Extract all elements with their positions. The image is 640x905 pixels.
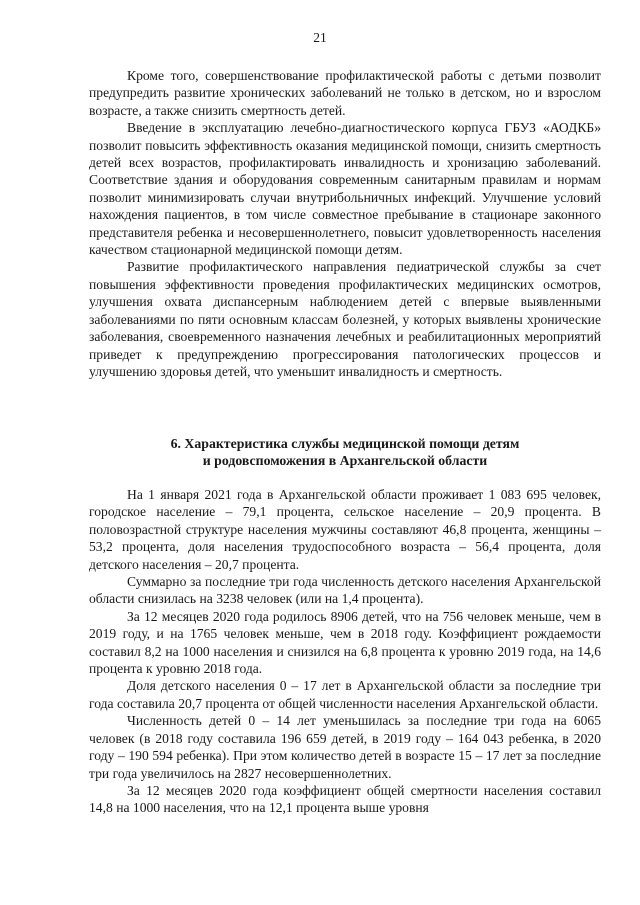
- section-heading-line-2: и родовспоможения в Архангельской области: [202, 453, 488, 469]
- paragraph: Суммарно за последние три года численность детского населения Архангельской области снизилась на 3238 человек (или на 1,4 процента).: [89, 574, 601, 607]
- text-block-after-heading: [89, 486, 601, 817]
- paragraph: За 12 месяцев 2020 года коэффициент общей смертности населения составил 14,8 на 1000 населения, что на 12,1 процента выше уровня: [89, 782, 601, 816]
- paragraph: Численность детей 0 – 14 лет уменьшилась за последние три года на 6065 человек (в 2018 году составила 196 659 детей, в 2019 году – 164 043 ребенка, в 2020 году – 190 594 ребенка). При этом количество детей в возрасте 15 – 17 лет за последние три года увеличилось на 2827 несовершеннолетних.: [89, 713, 601, 781]
- section-heading: [89, 435, 601, 470]
- paragraph: Кроме того, совершенствование профилактической работы с детьми позволит предупредить развитие хронических заболеваний не только в детском, но и взрослом возрасте, а также снизить смертность детей.: [89, 68, 601, 118]
- paragraph: На 1 января 2021 года в Архангельской области проживает 1 083 695 человек, городское население – 79,1 процента, сельское население – 20,9 процента. В половозрастной структуре населения мужчины составляют 46,8 процента, женщины – 53,2 процента, доля населения трудоспособного возраста – 56,4 процента, доля детского населения – 20,7 процента.: [89, 487, 601, 572]
- page-number: 21: [313, 30, 327, 45]
- paragraph: За 12 месяцев 2020 года родилось 8906 детей, что на 756 человек меньше, чем в 2019 году, и на 1765 человек меньше, чем в 2018 году. Коэффициент рождаемости составил 8,2 на 1000 населения и снизился на 6,8 процента к уровню 2019 года, на 14,6 процента к уровню 2018 года.: [89, 608, 601, 677]
- paragraph: Доля детского населения 0 – 17 лет в Архангельской области за последние три года составила 20,7 процента от общей численности населения Архангельской области.: [89, 678, 601, 711]
- section-heading-line-1: 6. Характеристика службы медицинской помощи детям: [170, 436, 520, 451]
- paragraph: Введение в эксплуатацию лечебно-диагностического корпуса ГБУЗ «АОДКБ» позволит повысить эффективность оказания медицинской помощи, снизить смертность детей всех возрастов, профилактировать инвалидность и хронизацию заболеваний. Соответствие здания и оборудования современным санитарным правилам и нормам позволит минимизировать случаи внутрибольничных инфекций. Улучшение условий нахождения пациентов, в том числе совместное пребывание в стационаре законного представителя ребенка и несовершеннолетнего, повысит удовлетворенность населения качеством стационарной медицинской помощи детям.: [89, 120, 601, 258]
- text-block-before-heading: [89, 67, 601, 380]
- paragraph: Развитие профилактического направления педиатрической службы за счет повышения эффективности проведения профилактических медицинских осмотров, улучшения охвата диспансерным наблюдением детей с впервые выявленными заболеваниями по пяти основным классам болезней, у которых выявлены хронические заболевания, своевременного назначения лечебных и реабилитационных мероприятий приведет к предупреждению прогрессирования патологических процессов и улучшению здоровья детей, что уменьшит инвалидность и смертность.: [89, 259, 601, 379]
